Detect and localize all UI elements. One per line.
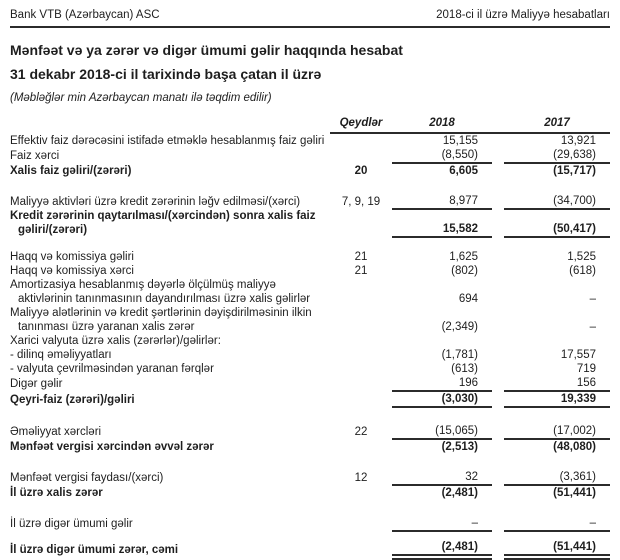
table-row — [10, 278, 610, 306]
value-2017: 719 — [576, 363, 596, 375]
value-2018: 15,155 — [442, 135, 478, 147]
table-row — [10, 250, 610, 264]
table-row — [10, 163, 610, 178]
spacer-row — [10, 407, 610, 424]
table-row — [10, 439, 610, 454]
document-header — [10, 8, 610, 28]
row-label: Amortizasiya hesablanmış dəyərlə ölçülmüş maliyyə aktivlərinin tanınmasının dayandırılması üzrə xalis gəlirlər — [10, 279, 311, 305]
value-2018: – — [392, 516, 492, 531]
row-note — [330, 133, 392, 148]
value-2017: (618) — [569, 265, 596, 277]
row-note: 20 — [354, 165, 368, 177]
value-2018: (2,349) — [441, 321, 478, 333]
column-gap — [492, 485, 504, 500]
row-note — [330, 376, 392, 391]
table-row — [10, 424, 610, 439]
row-label: Xarici valyuta üzrə xalis (zərərlər)/gəlirlər: — [10, 335, 221, 347]
value-2018: (802) — [451, 265, 478, 277]
value-2018: 15,582 — [392, 209, 492, 237]
spacer-row — [10, 178, 610, 194]
spacer-cell — [10, 531, 610, 540]
table-row — [10, 485, 610, 500]
column-gap — [492, 391, 504, 407]
row-note — [330, 306, 392, 334]
row-label: İl üzrə digər ümumi zərər, cəmi — [10, 544, 179, 556]
value-2017: 13,921 — [560, 135, 596, 147]
spacer-cell — [10, 178, 610, 194]
value-2018: (15,065) — [392, 424, 492, 439]
value-2018: (2,481) — [392, 540, 492, 557]
spacer-cell — [10, 237, 610, 250]
value-2017: – — [589, 293, 596, 305]
column-gap — [492, 194, 504, 209]
column-gap — [492, 278, 504, 306]
row-label: - dilinq əməliyyatları — [10, 349, 112, 361]
spacer-cell — [10, 500, 610, 516]
spacer-row — [10, 500, 610, 516]
value-2017: (29,638) — [504, 148, 610, 163]
value-2017 — [504, 334, 610, 348]
row-label: Digər gəlir — [10, 378, 63, 390]
table-row — [10, 376, 610, 391]
row-label: Haqq və komissiya xərci — [10, 265, 134, 277]
row-note — [330, 516, 392, 531]
row-note — [330, 391, 392, 407]
row-label: Qeyri-faiz (zərəri)/gəliri — [10, 394, 135, 406]
row-label: Əməliyyat xərcləri — [10, 426, 102, 438]
column-gap — [492, 439, 504, 454]
column-gap — [492, 516, 504, 531]
column-gap — [492, 209, 504, 237]
row-label: Xalis faiz gəliri/(zərəri) — [10, 165, 132, 177]
row-label: İl üzrə digər ümumi gəlir — [10, 518, 133, 530]
row-note: 21 — [354, 251, 368, 263]
statement-period: 31 dekabr 2018-ci il tarixində başa çatan il üzrə — [10, 66, 322, 82]
row-label: Maliyyə aktivləri üzrə kredit zərərinin ləğv edilməsi/(xərci) — [10, 196, 301, 208]
table-header-row — [10, 116, 610, 133]
value-2018: (8,550) — [392, 148, 492, 163]
row-note — [330, 485, 392, 500]
value-2018 — [392, 334, 492, 348]
row-label: Kredit zərərinin qaytarılması/(xərcindən) sonra xalis faiz gəliri/(zərəri) — [10, 210, 316, 236]
value-2018: 196 — [392, 376, 492, 391]
row-note: 7, 9, 19 — [341, 196, 381, 208]
statement-table-body — [10, 133, 610, 557]
statement-title: Mənfəət və ya zərər və digər ümumi gəlir haqqında hesabat — [10, 42, 403, 58]
column-header-empty — [10, 116, 330, 133]
row-note: 12 — [354, 472, 368, 484]
row-label: Effektiv faiz dərəcəsini istifadə etməklə hesablanmış faiz gəliri — [10, 135, 325, 147]
value-2018: 694 — [458, 293, 478, 305]
value-2017: 17,557 — [560, 349, 596, 361]
currency-note: (Məbləğlər min Azərbaycan manatı ilə təqdim edilir) — [10, 92, 272, 104]
column-gap — [492, 540, 504, 557]
column-gap — [492, 306, 504, 334]
column-gap — [492, 264, 504, 278]
value-2018: 32 — [392, 470, 492, 485]
row-note — [330, 334, 392, 348]
row-note: 21 — [354, 265, 368, 277]
column-gap — [492, 470, 504, 485]
value-2017: (50,417) — [504, 209, 610, 237]
value-2017: 1,525 — [567, 251, 596, 263]
table-row — [10, 194, 610, 209]
row-note — [330, 278, 392, 306]
row-label: - valyuta çevrilməsindən yaranan fərqlər — [10, 363, 214, 375]
table-row — [10, 540, 610, 557]
value-2017: (34,700) — [504, 194, 610, 209]
report-label: 2018-ci il üzrə Maliyyə hesabatları — [436, 9, 610, 21]
row-label: İl üzrə xalis zərər — [10, 487, 103, 499]
column-header-gap — [492, 116, 504, 133]
value-2017: – — [589, 321, 596, 333]
spacer-row — [10, 237, 610, 250]
value-2017: (51,441) — [553, 487, 596, 499]
table-row — [10, 148, 610, 163]
column-gap — [492, 334, 504, 348]
spacer-row — [10, 531, 610, 540]
value-2017: (48,080) — [553, 441, 596, 453]
row-label: Mənfəət vergisi faydası/(xərci) — [10, 472, 164, 484]
column-gap — [492, 348, 504, 362]
value-2017: (51,441) — [504, 540, 610, 557]
value-2018: (3,030) — [392, 391, 492, 407]
spacer-cell — [10, 454, 610, 470]
table-row — [10, 334, 610, 348]
company-name: Bank VTB (Azərbaycan) ASC — [10, 9, 160, 21]
table-row — [10, 362, 610, 376]
column-header-notes: Qeydlər — [330, 116, 392, 133]
row-label: Maliyyə alətlərinin və kredit şərtlərinin dəyişdirilməsinin ilkin tanınması üzrə yaranan xalis zərər — [10, 307, 312, 333]
table-row — [10, 133, 610, 148]
value-2018: (613) — [451, 363, 478, 375]
value-2017: 156 — [504, 376, 610, 391]
value-2018: 8,977 — [392, 194, 492, 209]
column-header-2017: 2017 — [504, 116, 610, 133]
column-gap — [492, 133, 504, 148]
row-note — [330, 209, 392, 237]
value-2018: (2,481) — [441, 487, 478, 499]
column-gap — [492, 163, 504, 178]
value-2017: – — [504, 516, 610, 531]
column-gap — [492, 376, 504, 391]
column-gap — [492, 148, 504, 163]
column-gap — [492, 362, 504, 376]
row-note: 22 — [354, 426, 368, 438]
table-row — [10, 348, 610, 362]
value-2017: (17,002) — [504, 424, 610, 439]
row-label: Mənfəət vergisi xərcindən əvvəl zərər — [10, 441, 214, 453]
value-2018: (2,513) — [441, 441, 478, 453]
column-gap — [492, 250, 504, 264]
value-2017: (3,361) — [504, 470, 610, 485]
value-2018: 1,625 — [449, 251, 478, 263]
statement-table — [10, 116, 610, 560]
row-note — [330, 348, 392, 362]
row-note — [330, 362, 392, 376]
value-2018: (1,781) — [441, 349, 478, 361]
table-row — [10, 516, 610, 531]
table-row — [10, 470, 610, 485]
value-2017: 19,339 — [504, 391, 610, 407]
column-header-2018: 2018 — [392, 116, 492, 133]
row-label: Haqq və komissiya gəliri — [10, 251, 134, 263]
table-row — [10, 209, 610, 237]
row-note — [330, 148, 392, 163]
table-row — [10, 306, 610, 334]
value-2018: 6,605 — [449, 165, 478, 177]
spacer-row — [10, 454, 610, 470]
value-2017: (15,717) — [553, 165, 596, 177]
row-note — [330, 439, 392, 454]
table-row — [10, 264, 610, 278]
row-label: Faiz xərci — [10, 150, 60, 162]
spacer-cell — [10, 407, 610, 424]
row-note — [330, 540, 392, 557]
table-row — [10, 391, 610, 407]
column-gap — [492, 424, 504, 439]
